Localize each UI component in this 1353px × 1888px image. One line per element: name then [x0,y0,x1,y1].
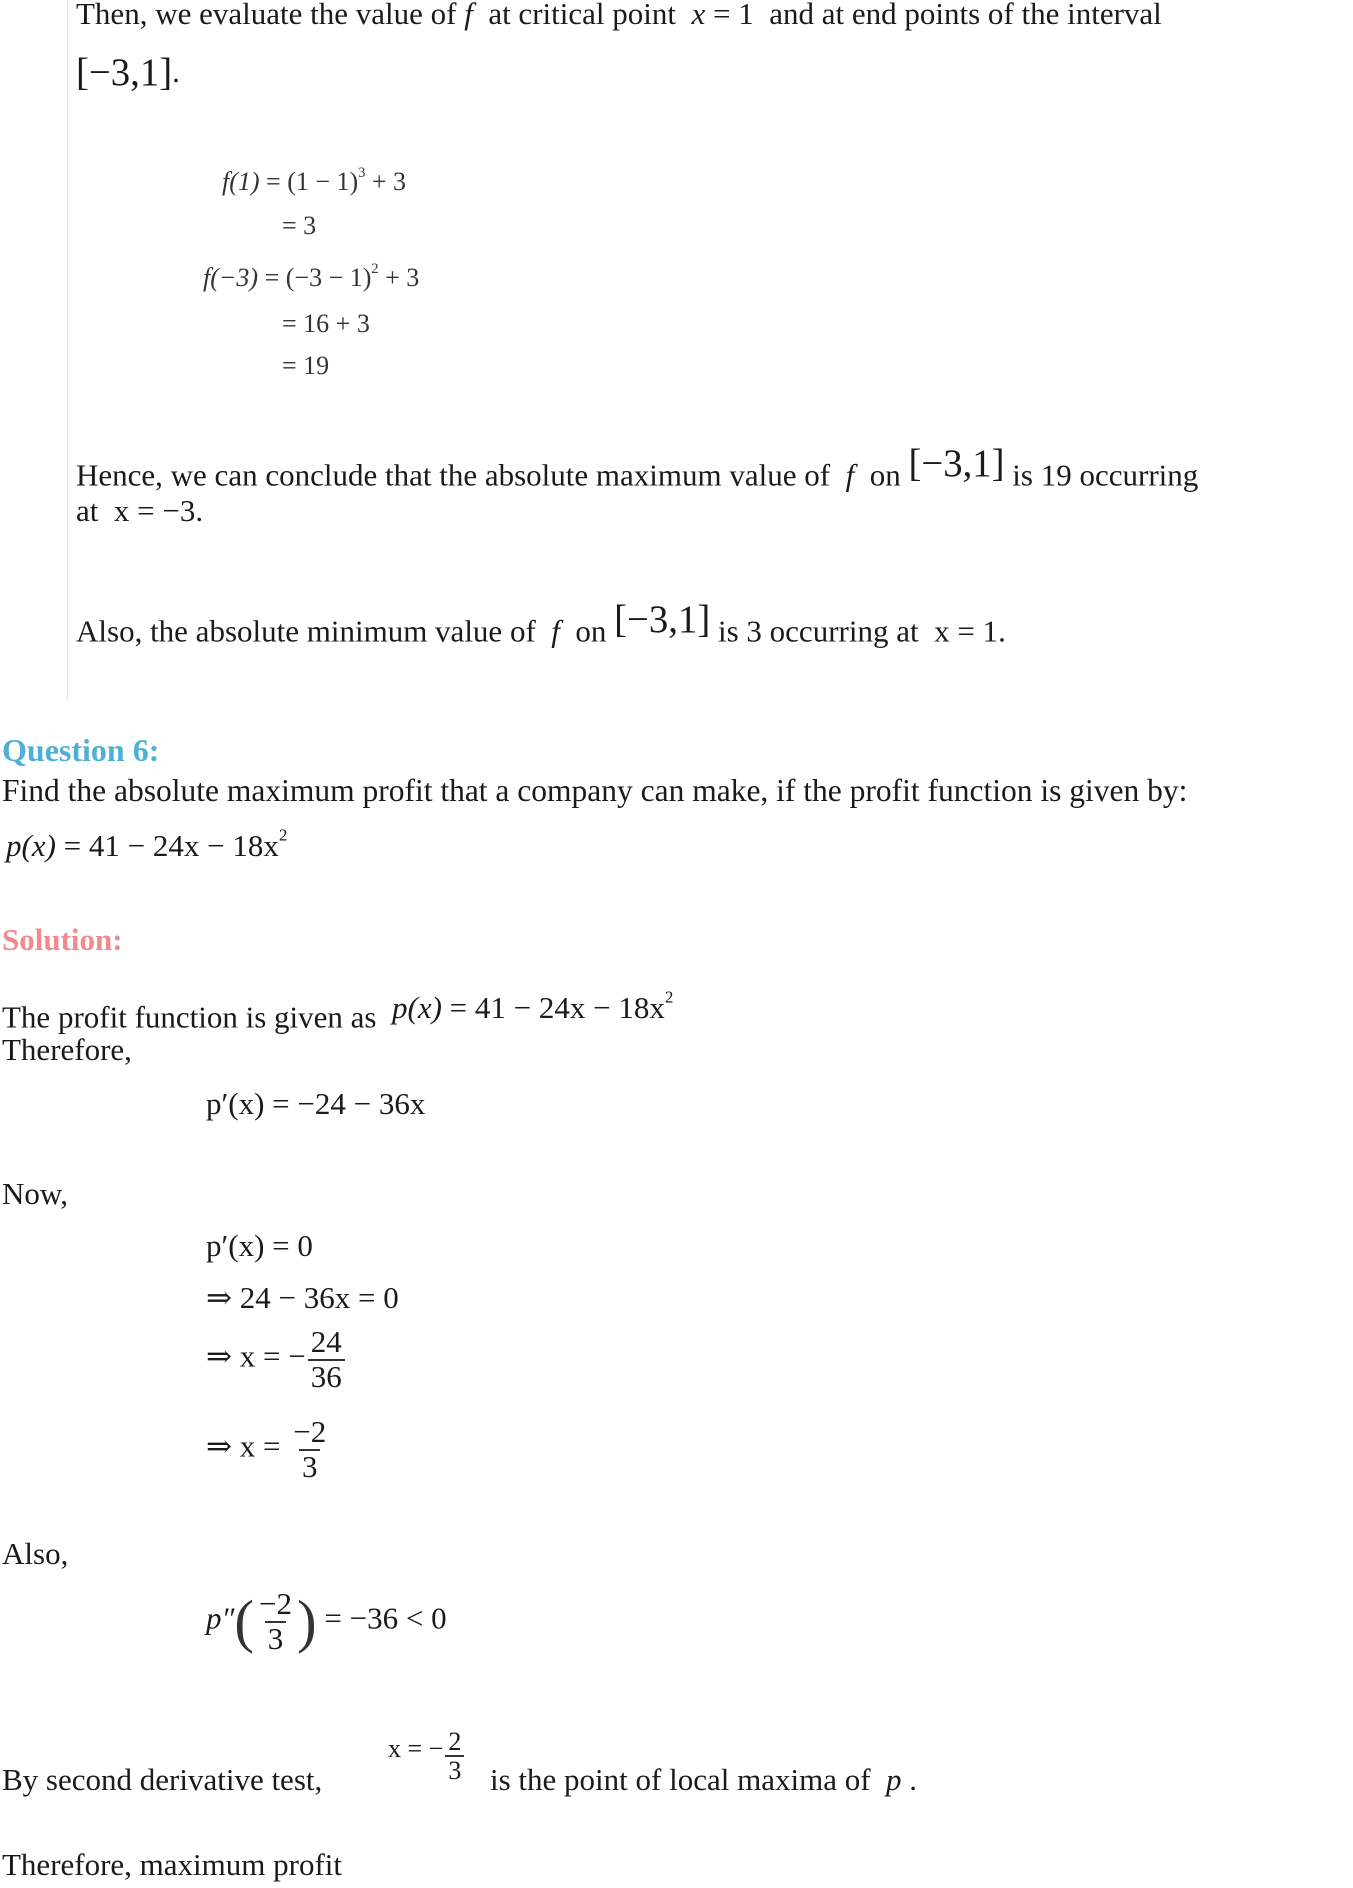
critical-point-var: x [691,0,706,31]
left-paren: ( [234,1588,255,1654]
function-lhs: p(x) [392,990,442,1025]
eval-exp: 2 [371,261,379,278]
function-rhs: = 41 − 24x − 18x [63,828,279,863]
right-paren: ) [297,1588,317,1654]
eval-fm3-step [282,306,370,342]
eval-exp: 3 [358,165,366,182]
question-heading: Question 6: [2,732,160,768]
eval-result: = 19 [282,351,330,380]
conclusion-text-end: is 3 occurring at [718,613,919,649]
numerator: 2 [445,1728,464,1757]
on-word: on [575,613,607,649]
given-function [392,987,674,1025]
intro-mid-text: at critical point [488,0,676,31]
conclusion-text: Hence, we can conclude that the absolute maximum value of [76,457,831,493]
intro-text: Then, we evaluate the value of [76,0,457,31]
fraction [308,1326,345,1393]
on-word: on [869,457,901,493]
numerator: −2 [293,1414,327,1449]
intro-line [76,0,1162,32]
denominator: 36 [308,1359,345,1394]
eval-result: = 3 [282,211,317,240]
derivative-eq: p′(x) = −24 − 36x [206,1086,426,1121]
step-prefix: ⇒ x = [206,1428,289,1464]
at-word: at [76,493,99,528]
numerator: −2 [259,1586,293,1621]
second-derivative-eq [206,1588,447,1655]
period: . [998,613,1006,649]
interval-value: [−3,1] [908,442,1005,485]
intro-end-text: and at end points of the interval [769,0,1162,31]
second-test-point [388,1728,466,1785]
numerator: 24 [310,1324,342,1359]
eval-fm3-result [282,348,329,384]
function-exp: 2 [278,825,288,845]
function-exp: 2 [664,987,674,1007]
max-point: x = −3 [113,493,196,528]
second-test-suffix: is the point of local maxima of [490,1762,871,1797]
conclusion-min-line [76,598,1006,650]
fraction [256,1588,295,1655]
now-text: Now, [2,1176,69,1211]
profit-var: p [886,1762,902,1797]
step-4 [206,1416,331,1483]
fraction [445,1728,464,1785]
eval-rhs: = (1 − 1) [266,167,359,196]
solution-heading: Solution: [2,922,123,957]
interval-value: [−3,1] [614,598,711,641]
step-2: ⇒ 24 − 36x = 0 [206,1280,399,1315]
therefore-text: Therefore, [2,1032,132,1067]
eval-step: = 16 + 3 [282,309,370,338]
function-lhs: p(x) [6,828,56,863]
left-margin-rule [67,0,68,700]
eval-lhs: f(−3) [203,263,259,292]
step-1: p′(x) = 0 [206,1228,313,1263]
period: . [909,1762,918,1797]
step-prefix: ⇒ x = − [206,1338,306,1374]
conclusion-text: Also, the absolute minimum value of [76,613,536,649]
second-test-suffix-line [490,1762,917,1798]
denominator: 3 [448,1756,462,1786]
min-point: x = 1 [934,613,999,649]
eval-f1 [222,164,406,200]
conclusion-text-end: is 19 occurring [1012,457,1199,493]
question-function [6,825,288,864]
also-text: Also, [2,1536,69,1571]
eval-f1-result [282,208,316,244]
conclusion-max-line2 [76,493,203,529]
period: . [172,54,180,89]
final-text: Therefore, maximum profit [2,1847,343,1882]
denominator: 3 [265,1621,287,1656]
step-3 [206,1326,347,1393]
function-symbol: f [464,0,473,31]
period: . [195,493,204,528]
second-derivative-symbol: p″ [206,1600,235,1636]
critical-point-value: = 1 [705,0,754,31]
question-text: Find the absolute maximum profit that a company can make, if the profit function is given by: [2,773,1188,808]
eval-fm3 [203,260,419,296]
conclusion-max-line1 [76,442,1199,494]
second-test-text: By second derivative test, [2,1762,323,1797]
interval-value: [−3,1] [76,51,173,95]
point-prefix: x = − [388,1734,444,1764]
given-text: The profit function is given as [2,999,377,1035]
function-symbol: f [551,613,560,649]
eval-tail: + 3 [365,167,407,196]
given-line [2,987,674,1035]
eval-lhs: f(1) [222,167,260,196]
eval-tail: + 3 [378,263,420,292]
fraction [290,1416,329,1483]
function-symbol: f [845,457,855,493]
function-rhs: = 41 − 24x − 18x [449,990,665,1025]
eval-rhs: = (−3 − 1) [264,263,372,292]
interval-line [76,51,180,95]
second-derivative-value: = −36 < 0 [324,1600,447,1636]
denominator: 3 [299,1449,321,1484]
